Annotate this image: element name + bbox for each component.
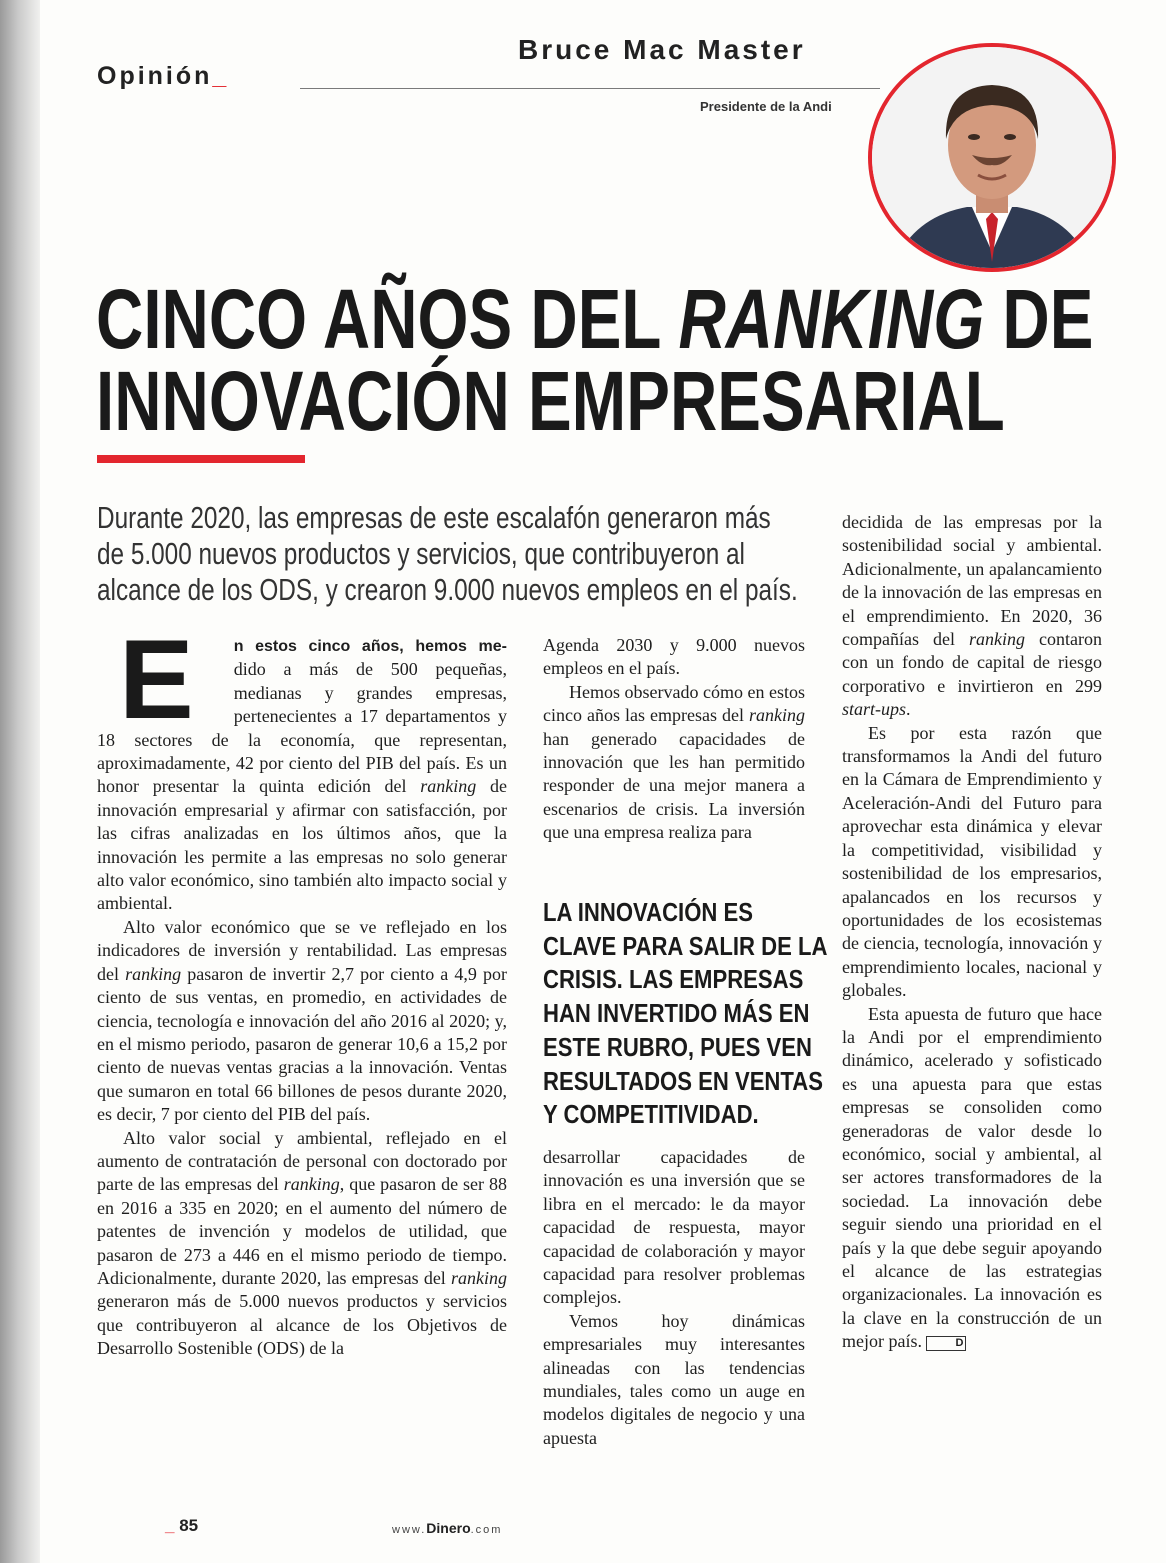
drop-cap: E [119,617,194,742]
pull-quote-line: HAN INVERTIDO MÁS EN [543,998,810,1029]
pull-quote [543,896,828,1132]
lead-line: Durante 2020, las empresas de este escalafón generaron más [97,500,771,535]
page-spine-shadow [0,0,40,1563]
body-paragraph: Alto valor social y ambiental, reflejado en el aumento de contratación de personal con doctorado por parte de las empresas del ranking, que pasaron de ser 88 en 2016 a 335 en 2020; en el aumento del número de patentes de invención y modelos de utilidad, que pasaron de 273 a 446 en el mismo periodo de tiempo. Adicionalmente, durante 2020, las empresas del ranking generaron más de 5.000 nuevos productos y servicios que contribuyeron al alcance de los Objetivos de Desarrollo Sostenible (ODS) de la [97,1127,507,1359]
headline-line2: INNOVACIÓN EMPRESARIAL [96,354,1005,448]
pull-quote-line: CRISIS. LAS EMPRESAS [543,964,804,995]
headline-line1-end: DE [984,272,1094,366]
page-number: _ 85 [165,1516,199,1535]
headline-accent-rule [97,455,305,463]
headline-line1-start: CINCO AÑOS DEL [96,272,679,366]
body-paragraph: Vemos hoy dinámicas empresariales muy interesantes alineadas con las tendencias mundiales, tales como un auge en modelos digitales de negocio y una apuesta [543,1310,805,1448]
body-paragraph: Es por esta razón que transformamos la Andi del futuro en la Cámara de Emprendimiento y Aceleración-Andi del Futuro para aprovechar esta dinámica y elevar la competitividad, visibilidad y sostenibilidad de los empresarios, apalancados en los recursos y oportunidades de los ecosistemas de ciencia, tecnología, innovación y emprendimiento locales, nacional y globales. [842,722,1102,1001]
body-paragraph: E n estos cinco años, hemos me- dido a más de 500 pequeñas, medianas y grandes empresas, pertenecientes a 17 departamentos y 18 sectores de la economía, que representan, aproximadamente, 42 por ciento del PIB del país. Es un honor presentar la quinta edición del ranking de innovación empresarial y afirmar con satisfacción, por las cifras analizadas en los últimos años, que la innovación les permite a las empresas no solo generar alto valor económico, sino también alto impacto social y ambiental. [97,617,507,914]
lead-in: n estos cinco años, hemos me- [233,638,507,655]
end-mark-icon: D [926,1336,966,1351]
article-headline [96,272,1094,448]
body-paragraph: Hemos observado cómo en estos cinco años las empresas del ranking han generado capacidades de innovación que les han permitido responder de una mejor manera a escenarios de crisis. La inversión que una empresa realiza para [543,681,805,843]
column-1 [97,617,507,1361]
pull-quote-line: RESULTADOS EN VENTAS [543,1065,823,1096]
pull-quote-line: LA INNOVACIÓN ES [543,897,753,927]
author-role: Presidente de la Andi [700,99,832,114]
site-url: www.Dinero.com [392,1520,503,1536]
portrait-illustration [872,47,1112,268]
author-name: Bruce Mac Master [518,34,806,65]
column-2-bottom [543,1146,805,1450]
pull-quote-line: ESTE RUBRO, PUES VEN [543,1031,812,1062]
body-paragraph: desarrollar capacidades de innovación es una inversión que se libra en el mercado: le da mayor capacidad de respuesta, mayor capacidad de colaboración y mayor capacidad para resolver problemas complejos. [543,1147,805,1308]
pull-quote-line: Y COMPETITIVIDAD. [543,1099,759,1130]
header-divider [300,88,880,89]
article-lead [97,500,804,608]
body-paragraph: Esta apuesta de futuro que hace la Andi por el emprendimiento dinámico, acelerado y sofisticado es una apuesta para que estas empresas se consoliden como generadoras de valor desde lo económico, social y ambiental, al ser actores transformadores de la sociedad. La innovación debe seguir siendo una prioridad en el país y la que debe seguir apoyando el alcance de las estrategias organizacionales. La innovación es la clave en la construcción de un mejor país. D [842,1003,1102,1352]
lead-line: de 5.000 nuevos productos y servicios, que contribuyeron al [97,536,745,571]
column-3 [842,511,1102,1354]
body-paragraph: Alto valor económico que se ve reflejado en los indicadores de inversión y rentabilidad. Las empresas del ranking pasaron de invertir 2,7 por ciento a 4,9 por ciento de sus ventas, en promedio, en actividades de ciencia, tecnología e innovación del año 2016 al 2020; y, en el mismo periodo, pasaron de generar 10,6 a 15,2 por ciento de nuevas ventas gracias a la innovación. Ventas que sumaron en total 66 billones de pesos durante 2020, es decir, 7 por ciento del PIB del país. [97,916,507,1125]
author-portrait [868,43,1116,272]
headline-line1-emphasis: RANKING [678,272,985,366]
body-paragraph: decidida de las empresas por la sostenibilidad social y ambiental. Adicionalmente, un apalancamiento de la innovación de las empresas en el emprendimiento. En 2020, 36 compañías del ranking contaron con un fondo de capital de riesgo corporativo e invirtieron en 299 start-ups. [842,512,1102,720]
pull-quote-line: CLAVE PARA SALIR DE LA [543,930,828,961]
section-label: Opinión_ [97,62,230,90]
lead-line: alcance de los ODS, y crearon 9.000 nuevos empleos en el país. [97,572,798,607]
body-paragraph: Agenda 2030 y 9.000 nuevos empleos en el país. [543,635,805,679]
column-2-top [543,634,805,845]
